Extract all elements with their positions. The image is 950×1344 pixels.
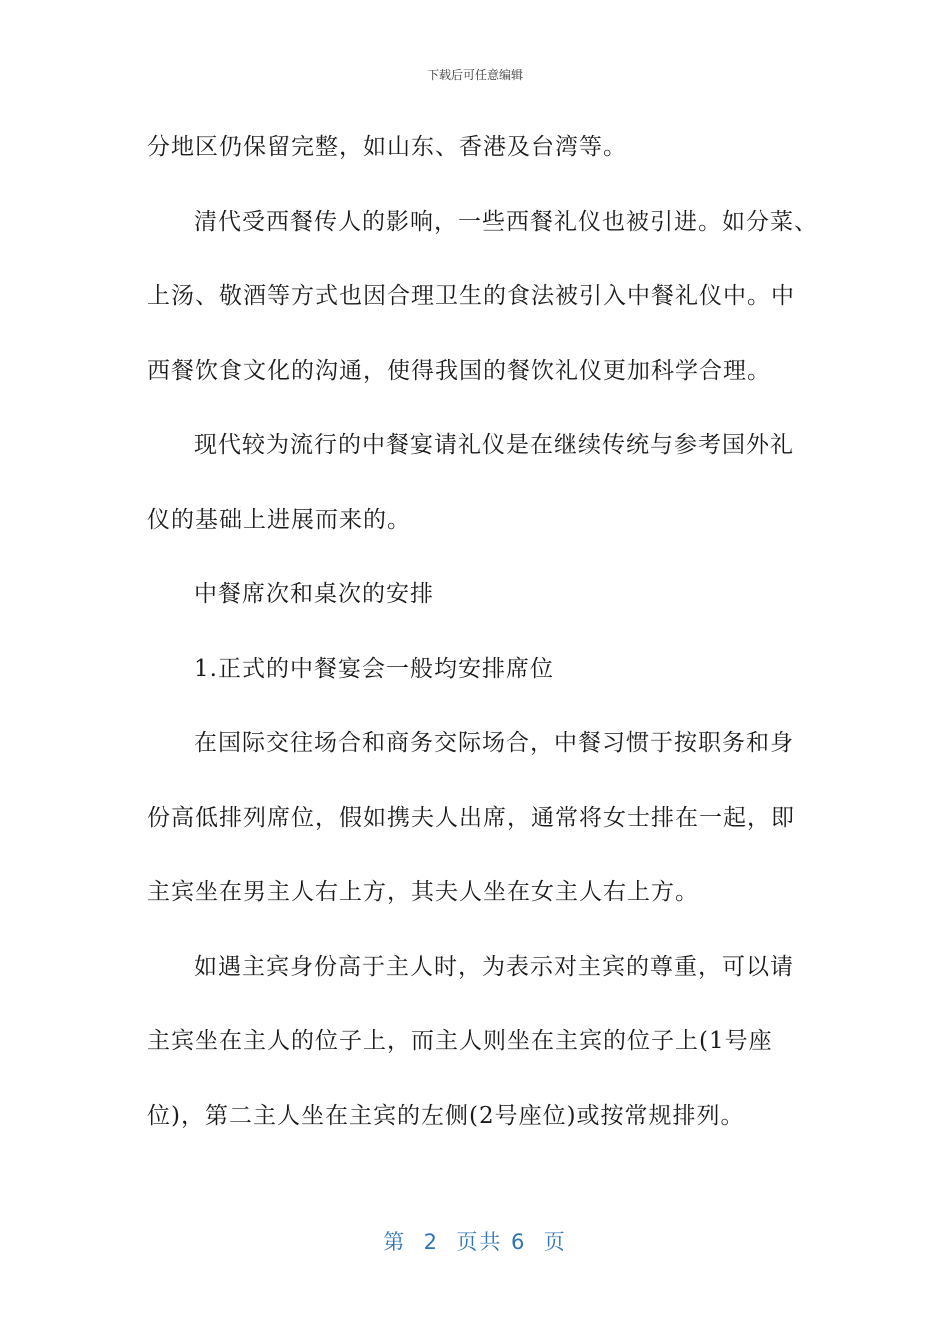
text-line: 主宾坐在男主人右上方，其夫人坐在女主人右上方。 bbox=[147, 879, 699, 905]
text-line: 分地区仍保留完整，如山东、香港及台湾等。 bbox=[147, 134, 627, 160]
subsection-heading: 1.正式的中餐宴会一般均安排席位 bbox=[194, 655, 554, 682]
section-heading: 中餐席次和桌次的安排 bbox=[194, 581, 434, 607]
page-number-footer: 第 2 页共 6 页 bbox=[383, 1230, 567, 1254]
paragraph-start-line: 如遇主宾身份高于主人时，为表示对主宾的尊重，可以请 bbox=[194, 953, 794, 980]
paragraph-start-line: 清代受西餐传人的影响，一些西餐礼仪也被引进。如分菜、 bbox=[194, 208, 818, 235]
text-line: 份高低排列席位，假如携夫人出席，通常将女士排在一起，即 bbox=[147, 804, 795, 831]
text-line: 上汤、敬酒等方式也因合理卫生的食法被引入中餐礼仪中。中 bbox=[147, 283, 795, 309]
text-line: 主宾坐在主人的位子上，而主人则坐在主宾的位子上(1号座 bbox=[147, 1028, 773, 1054]
text-line: 仪的基础上进展而来的。 bbox=[147, 506, 411, 533]
paragraph-start-line: 在国际交往场合和商务交际场合，中餐习惯于按职务和身 bbox=[194, 730, 794, 756]
document-body bbox=[147, 124, 818, 1167]
text-line: 西餐饮食文化的沟通，使得我国的餐饮礼仪更加科学合理。 bbox=[147, 357, 771, 384]
text-line: 位)，第二主人坐在主宾的左侧(2号座位)或按常规排列。 bbox=[147, 1102, 745, 1129]
page-header: 下载后可任意编辑 bbox=[426, 68, 523, 82]
paragraph-start-line: 现代较为流行的中餐宴请礼仪是在继续传统与参考国外礼 bbox=[194, 432, 794, 458]
